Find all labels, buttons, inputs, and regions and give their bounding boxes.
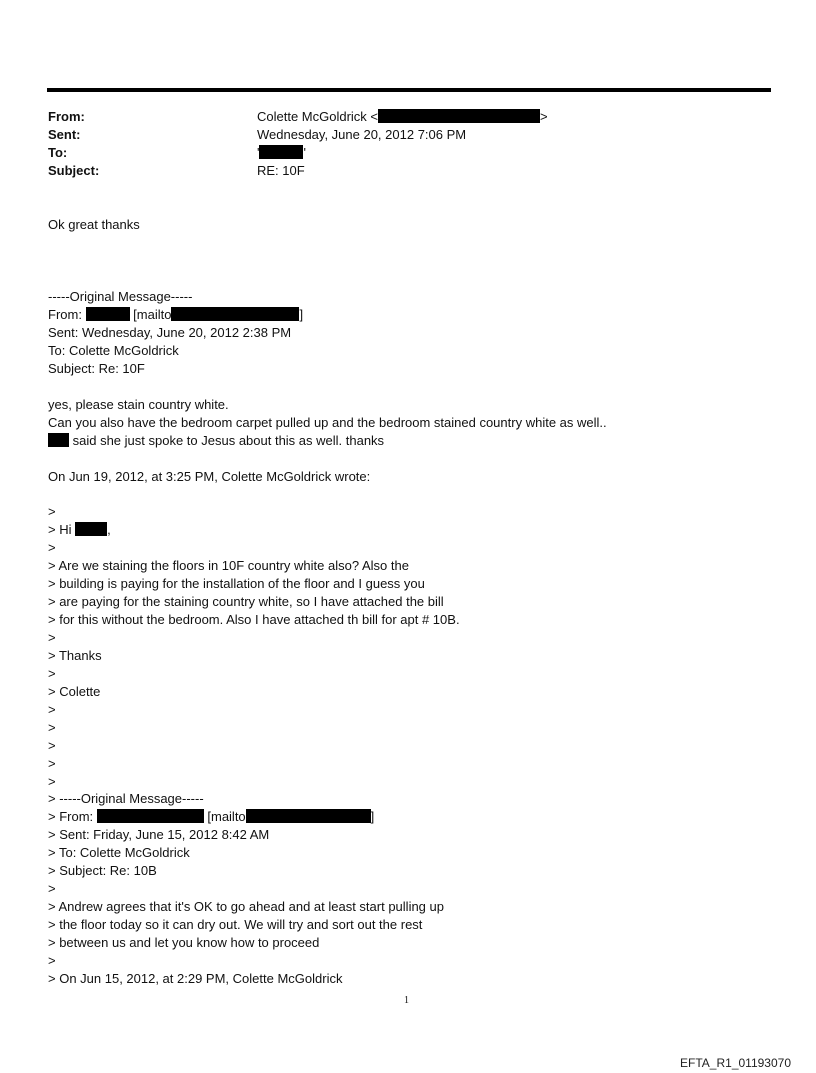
original-from [48,306,303,324]
quote-line: > Thanks [48,648,102,663]
quote-from [48,808,374,826]
original-sent: Sent: Wednesday, June 20, 2012 2:38 PM [48,325,292,340]
subject-label: Subject: [48,163,100,178]
quote-line: > Subject: Re: 10B [48,863,157,878]
original-mailto: [mailto [129,307,172,322]
to-label: To: [48,145,68,160]
quote-line: > [48,953,56,968]
message-line-text: said she just spoke to Jesus about this as well. thanks [69,433,385,448]
quote-line: > On Jun 15, 2012, at 2:29 PM, Colette McGoldrick [48,971,343,986]
redaction-block [378,109,540,123]
document-id: EFTA_R1_01193070 [680,1056,791,1070]
quote-line: > [48,756,56,771]
quote-separator: > -----Original Message----- [48,791,204,806]
original-message-separator: -----Original Message----- [48,289,193,304]
redaction-block [246,809,371,823]
original-close: ] [299,307,304,322]
quote-line: > [48,702,56,717]
quote-mailto: [mailto [203,809,246,824]
quote-line: > [48,504,56,519]
from-label: From: [48,109,85,124]
header-rule [47,88,771,92]
page-number: 1 [404,995,409,1006]
quote-line: > [48,630,56,645]
original-subject: Subject: Re: 10F [48,361,145,376]
original-from-prefix: From: [48,307,86,322]
quote-line: > are paying for the staining country white, so I have attached the bill [48,594,444,609]
quote-line: > the floor today so it can dry out. We will try and sort out the rest [48,917,423,932]
redaction-block [171,307,299,321]
quote-line: > To: Colette McGoldrick [48,845,190,860]
sent-value: Wednesday, June 20, 2012 7:06 PM [257,127,467,142]
redaction-block [86,307,130,321]
redaction-block [75,522,107,536]
quote-greeting [48,521,111,539]
quote-hi: > Hi [48,522,76,537]
subject-value: RE: 10F [257,163,305,178]
to-close: ' [303,145,306,160]
redaction-block [259,145,306,160]
quote-from-prefix: > From: [48,809,97,824]
quote-comma: , [107,522,111,537]
quote-line: > [48,774,56,789]
message-line: Can you also have the bedroom carpet pulled up and the bedroom stained country white as well.. [48,415,607,430]
message-line [48,432,384,450]
quote-line: > [48,540,56,555]
wrote-line: On Jun 19, 2012, at 3:25 PM, Colette McGoldrick wrote: [48,469,371,484]
to-open: ' [257,145,260,160]
quote-line: > [48,738,56,753]
redaction-block [97,809,204,823]
quote-line: > [48,666,56,681]
quote-line: > [48,881,56,896]
from-value [257,108,548,126]
reply-text: Ok great thanks [48,217,140,232]
message-line: yes, please stain country white. [48,397,229,412]
quote-line: > Andrew agrees that it's OK to go ahead and at least start pulling up [48,899,444,914]
quote-line: > Sent: Friday, June 15, 2012 8:42 AM [48,827,270,842]
sent-label: Sent: [48,127,81,142]
from-close: > [540,109,548,124]
original-to: To: Colette McGoldrick [48,343,179,358]
quote-line: > Are we staining the floors in 10F country white also? Also the [48,558,409,573]
quote-line: > building is paying for the installation of the floor and I guess you [48,576,425,591]
quote-line: > between us and let you know how to proceed [48,935,320,950]
from-name: Colette McGoldrick < [257,109,379,124]
redaction-block [48,433,69,447]
quote-line: > Colette [48,684,101,699]
quote-line: > for this without the bedroom. Also I have attached th bill for apt # 10B. [48,612,460,627]
quote-close: ] [370,809,375,824]
to-value [257,144,306,162]
quote-line: > [48,720,56,735]
